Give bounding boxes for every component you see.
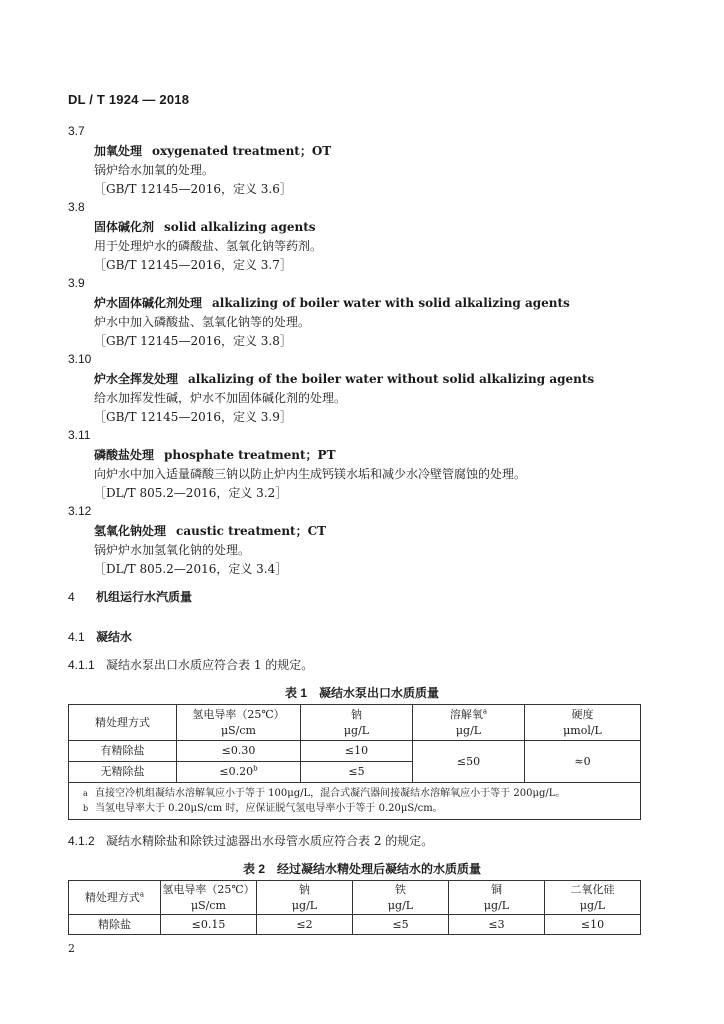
term-title-en: solid alkalizing agents [164,220,316,234]
term-definition: 锅炉炉水加氢氧化钠的处理。 [94,543,251,557]
term-definition: 锅炉给水加氧的处理。 [94,163,215,177]
term-title-cn: 加氧处理 [94,144,143,158]
term-3-7 [68,124,668,199]
term-3-8 [68,200,668,275]
table-cell-merged: ≈0 [525,741,641,783]
term-title-en: oxygenated treatment；OT [152,144,332,158]
term-title [94,294,668,313]
term-title-cn: 炉水全挥发处理 [94,372,179,386]
table-cell: ≤0.15 [161,915,257,935]
table-note: a 直接空冷机组凝结水溶解氧应小于等于 100μg/L，混合式凝汽器间接凝结水溶解氧应小于等于 200μg/L。 [83,788,566,799]
column-header: 铜 μg/L [449,881,545,915]
term-title [94,446,668,465]
table-cell: ≤10 [301,741,413,762]
table-cell: 有精除盐 [69,741,177,762]
footnote-marker: a [482,706,488,715]
table-cell: ≤5 [353,915,449,935]
term-number: 3.12 [68,504,92,518]
table-header-row [69,881,641,915]
column-header: 二氧化硅 μg/L [545,881,641,915]
term-title [94,522,668,541]
table-1 [68,704,641,820]
section-4-heading [68,588,192,605]
term-number: 3.10 [68,352,92,366]
term-title-en: alkalizing of the boiler water without solid alkalizing agents [188,372,595,386]
term-3-9 [68,276,668,351]
column-header: 精处理方式$^a$ [69,881,161,915]
table-cell: ≤2 [257,915,353,935]
term-3-11 [68,428,668,503]
term-title-cn: 氢氧化钠处理 [94,524,167,538]
table-cell: ≤0.20$^b$ [177,762,301,783]
table-cell: 无精除盐 [69,762,177,783]
term-title [94,142,668,161]
term-3-10 [68,352,668,427]
term-number: 3.9 [68,276,85,290]
term-title [94,218,668,237]
section-number: 4 [68,590,75,604]
clause-4-1-2 [68,832,433,849]
table-note: b 当氢电导率大于 0.20μS/cm 时，应保证脱气氢电导率小于等于 0.20μS/cm。 [83,803,443,814]
term-source: ［GB/T 12145—2016，定义 3.6］ [94,182,292,196]
table-cell: 精除盐 [69,915,161,935]
term-definition: 炉水中加入磷酸盐、氢氧化钠等的处理。 [94,315,311,329]
column-header: 钠 μg/L [257,881,353,915]
term-source: ［DL/T 805.2—2016，定义 3.2］ [94,486,288,500]
column-header: 钠 μg/L [301,705,413,741]
clause-number: 4.1.2 [68,834,95,848]
table-row [69,741,641,762]
column-header: 溶解氧$^a$ μg/L [413,705,525,741]
clause-text: 凝结水精除盐和除铁过滤器出水母管水质应符合表 2 的规定。 [106,834,434,848]
table-2 [68,880,641,935]
term-title-cn: 固体碱化剂 [94,220,155,234]
column-header: 氢电导率（25℃） μS/cm [177,705,301,741]
term-source: ［DL/T 805.2—2016，定义 3.4］ [94,562,288,576]
section-4-1-heading [68,628,132,645]
clause-number: 4.1.1 [68,658,95,672]
document-code-header: DL / T 1924 — 2018 [68,92,190,107]
clause-4-1-1 [68,656,313,673]
term-title-en: alkalizing of boiler water with solid alkalizing agents [212,296,570,310]
table-header-row [69,705,641,741]
term-title-cn: 磷酸盐处理 [94,448,155,462]
table-notes-row [69,783,641,820]
section-title: 凝结水 [96,630,133,644]
column-header: 铁 μg/L [353,881,449,915]
footnote-marker: b [253,764,258,773]
term-source: ［GB/T 12145—2016，定义 3.7］ [94,258,292,272]
table-1-title: 表 1 凝结水泵出口水质质量 [284,686,439,700]
table-notes [69,783,641,820]
term-source: ［GB/T 12145—2016，定义 3.8］ [94,334,292,348]
term-number: 3.7 [68,124,85,138]
term-title-cn: 炉水固体碱化剂处理 [94,296,203,310]
column-header: 硬度 μmol/L [525,705,641,741]
table-2-title: 表 2 经过凝结水精处理后凝结水的水质质量 [242,862,481,876]
term-title-en: caustic treatment；CT [176,524,327,538]
term-number: 3.8 [68,200,85,214]
term-3-12 [68,504,668,579]
section-title: 机组运行水汽质量 [96,590,193,604]
term-title [94,370,668,389]
table-cell: ≤10 [545,915,641,935]
column-header: 氢电导率（25℃） μS/cm [161,881,257,915]
table-cell: ≤5 [301,762,413,783]
section-number: 4.1 [68,630,85,644]
clause-text: 凝结水泵出口水质应符合表 1 的规定。 [106,658,314,672]
term-definition: 给水加挥发性碱，炉水不加固体碱化剂的处理。 [94,391,347,405]
term-definition: 向炉水中加入适量磷酸三钠以防止炉内生成钙镁水垢和减少水冷壁管腐蚀的处理。 [94,467,527,481]
page-number: 2 [68,942,75,955]
term-definition: 用于处理炉水的磷酸盐、氢氧化钠等药剂。 [94,239,323,253]
table-row [69,915,641,935]
term-source: ［GB/T 12145—2016，定义 3.9］ [94,410,292,424]
column-header: 精处理方式 [69,705,177,741]
term-number: 3.11 [68,428,91,442]
term-title-en: phosphate treatment；PT [164,448,336,462]
footnote-marker: a [139,889,145,898]
table-cell: ≤3 [449,915,545,935]
table-cell-merged: ≤50 [413,741,525,783]
table-cell: ≤0.30 [177,741,301,762]
